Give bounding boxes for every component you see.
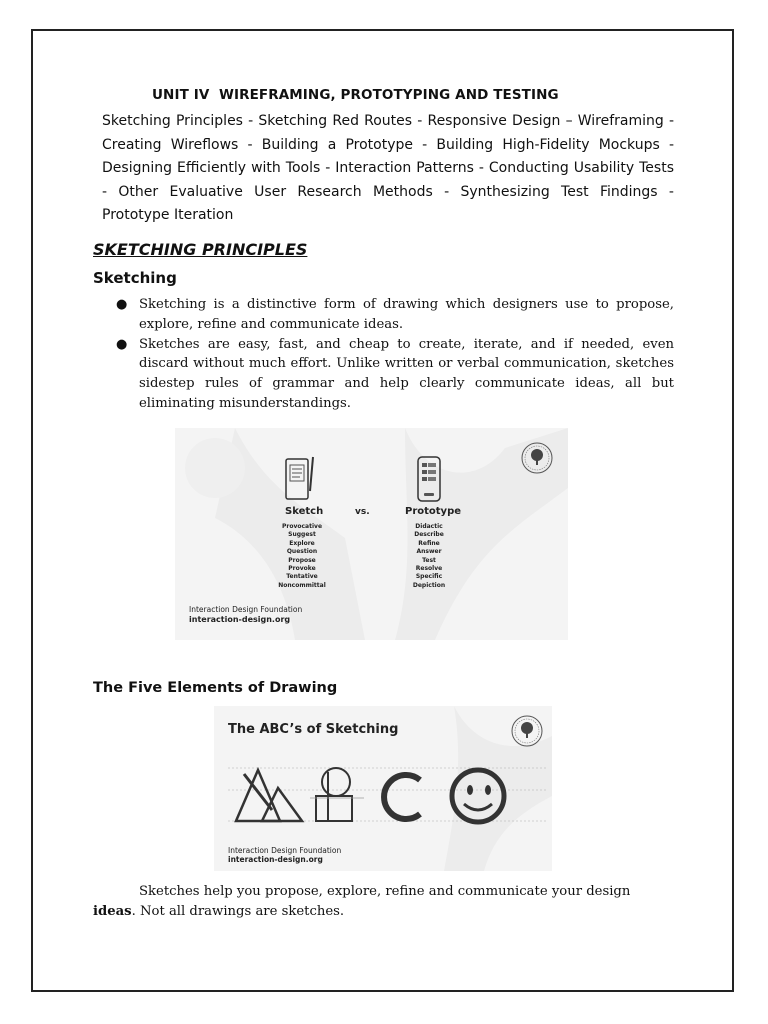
list-item: Resolve xyxy=(415,565,443,573)
list-item: Describe xyxy=(414,531,444,539)
section-heading: SKETCHING PRINCIPLES xyxy=(93,240,308,259)
list-item: Provocative xyxy=(281,523,323,530)
list-item: Propose xyxy=(288,556,316,564)
list-item: Noncommittal xyxy=(278,581,326,589)
abc-sketching-figure xyxy=(214,706,552,871)
list-item-text: Sketching is a distinctive form of drawing which designers use to propose, explore, refine and communicate ideas. xyxy=(139,297,674,332)
sub-heading: Sketching xyxy=(93,269,177,287)
list-item: Provoke xyxy=(288,565,316,573)
sketch-label: Sketch xyxy=(285,506,324,517)
closing-text-end: . Not all drawings are sketches. xyxy=(131,904,345,919)
figure-credit-url: interaction-design.org xyxy=(228,855,323,864)
bullet-icon: ● xyxy=(116,297,128,312)
bullet-icon: ● xyxy=(116,336,128,352)
prototype-word-list xyxy=(397,523,461,590)
list-item: Explore xyxy=(289,539,315,547)
list-item: Question xyxy=(286,548,318,556)
list-item: Specific xyxy=(415,573,443,581)
idf-logo-icon xyxy=(510,714,544,748)
sketch-word-list xyxy=(270,523,334,590)
list-item: Depiction xyxy=(412,581,446,589)
sketch-phone-icon xyxy=(283,455,319,505)
list-item: Tentative xyxy=(286,573,318,581)
abc-letters-drawing xyxy=(228,758,548,838)
idf-logo-icon xyxy=(520,441,554,475)
list-item: Refine xyxy=(418,539,440,547)
five-elements-heading: The Five Elements of Drawing xyxy=(93,680,338,696)
list-item: Didactic xyxy=(415,523,443,530)
list-item xyxy=(110,335,674,414)
sketch-vs-prototype-figure xyxy=(175,428,568,640)
prototype-phone-icon xyxy=(415,455,445,505)
closing-text-start: Sketches help you propose, explore, refine and communicate your design xyxy=(139,884,631,899)
figure-title: The ABC’s of Sketching xyxy=(228,722,399,737)
closing-bold-word: ideas xyxy=(93,904,132,919)
unit-title: UNIT IV WIREFRAMING, PROTOTYPING AND TESTING xyxy=(152,87,559,103)
list-item: Answer xyxy=(416,548,442,556)
list-item: Suggest xyxy=(288,531,316,539)
list-item: Test xyxy=(422,556,436,564)
unit-topics: Sketching Principles - Sketching Red Routes - Responsive Design – Wireframing - Creating Wireflows - Building a Prototype - Building High-Fidelity Mockups - Designing Efficiently with Tools - Interaction Patterns - Conducting Usability Tests - Other Evaluative User Research Methods - Synthesizing Test Findings - Prototype Iteration xyxy=(102,113,674,223)
bullet-list xyxy=(110,295,674,414)
figure-credit-url: interaction-design.org xyxy=(189,615,291,624)
prototype-label: Prototype xyxy=(405,506,462,517)
list-item xyxy=(110,295,674,335)
list-item-text: Sketches are easy, fast, and cheap to create, iterate, and if needed, even discard without much effort. Unlike written or verbal communication, sketches sidestep rules of grammar and help clearly communicate ideas, all but eliminating misunderstandings. xyxy=(139,336,674,411)
figure-credit-org: Interaction Design Foundation xyxy=(228,846,342,855)
vs-label: vs. xyxy=(355,507,370,517)
closing-paragraph xyxy=(93,882,673,922)
figure-credit-org: Interaction Design Foundation xyxy=(189,605,303,614)
